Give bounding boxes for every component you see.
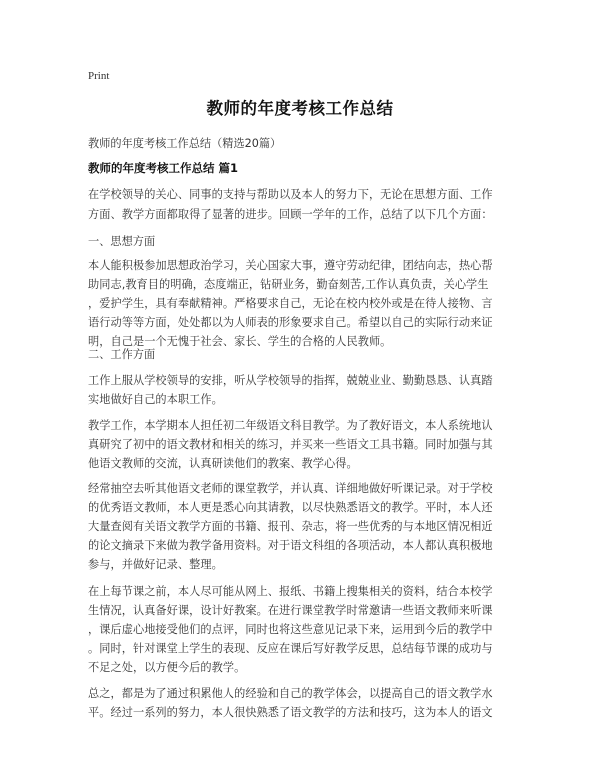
paragraph-line: 他语文教师的交流，认真研读他们的教案、教学心得。 [88, 457, 358, 470]
paragraph-line: 教学工作，本学期本人担任初二年级语文科目教学。为了教好语文，本人系统地认 [88, 419, 493, 432]
paragraph-line: 平。经过一系列的努力，本人很快熟悉了语文教学的方法和技巧，这为本人的语文 [88, 706, 493, 719]
paragraph-line: 明，自己是一个无愧于社会、家长、学生的合格的人民教师。 [88, 335, 392, 348]
paragraph-line: 参与，并做好记录、整理。 [88, 558, 223, 571]
paragraph-line: ，爱护学生，具有奉献精神。严格要求自己，无论在校内校外或是在待人接物、言 [88, 297, 493, 310]
paragraph-line: 生情况，认真备好课，设计好教案。在进行课堂教学时常邀请一些语文教师来听课 [88, 604, 493, 617]
document-subtitle: 教师的年度考核工作总结（精选20篇） [88, 137, 282, 150]
print-label[interactable]: Print [88, 70, 110, 82]
paragraph-line: 真研究了初中的语文教材和相关的练习，并买来一些语文工具书籍。同时加强与其 [88, 438, 493, 451]
paragraph-line: 在上每节课之前，本人尽可能从网上、报纸、书籍上搜集相关的资料，结合本校学 [88, 585, 493, 598]
paragraph-line: 大量查阅有关语文教学方面的书籍、报刊、杂志，将一些优秀的与本地区情况相近 [88, 520, 493, 533]
paragraph-line: 工作上服从学校领导的安排，听从学校领导的指挥，兢兢业业、勤勤恳恳、认真踏 [88, 374, 493, 387]
paragraph-line: 的优秀语文教师，本人更是悉心向其请教，以尽快熟悉语文的教学。平时，本人还 [88, 501, 493, 514]
section-title: 教师的年度考核工作总结 篇1 [88, 161, 239, 175]
paragraph-line: ，课后虚心地接受他们的点评，同时也将这些意见记录下来，运用到今后的教学中 [88, 623, 493, 636]
paragraph-line: 总之，都是为了通过积累他人的经验和自己的教学体会，以提高自己的语文教学水 [88, 687, 493, 700]
section-heading-thought: 一、思想方面 [88, 235, 156, 248]
page-title: 教师的年度考核工作总结 [206, 99, 394, 118]
paragraph-line: 助同志,教育目的明确，态度端正，钻研业务，勤奋刻苦,工作认真负责，关心学生 [88, 278, 489, 291]
paragraph-line: 的论文摘录下来做为教学备用资料。对于语文科组的各项活动，本人都认真积极地 [88, 539, 493, 552]
paragraph-line: 实地做好自己的本职工作。 [88, 393, 223, 406]
paragraph-line: 在学校领导的关心、同事的支持与帮助以及本人的努力下，无论在思想方面、工作 [88, 188, 493, 201]
paragraph-line: 语行动等等方面，处处都以为人师表的形象要求自己。希望以自己的实际行动来证 [88, 316, 493, 329]
paragraph-line: 方面、教学方面都取得了显著的进步。回顾一学年的工作，总结了以下几个方面： [88, 208, 493, 221]
paragraph-line: 不足之处，以方便今后的教学。 [88, 661, 246, 674]
paragraph-line: 。同时，针对课堂上学生的表现、反应在课后写好教学反思，总结每节课的成功与 [88, 642, 493, 655]
paragraph-line: 经常抽空去听其他语文老师的课堂教学，并认真、详细地做好听课记录。对于学校 [88, 482, 493, 495]
section-heading-work: 二、工作方面 [88, 348, 156, 361]
paragraph-line: 本人能积极参加思想政治学习，关心国家大事，遵守劳动纪律，团结向志，热心帮 [88, 259, 493, 272]
